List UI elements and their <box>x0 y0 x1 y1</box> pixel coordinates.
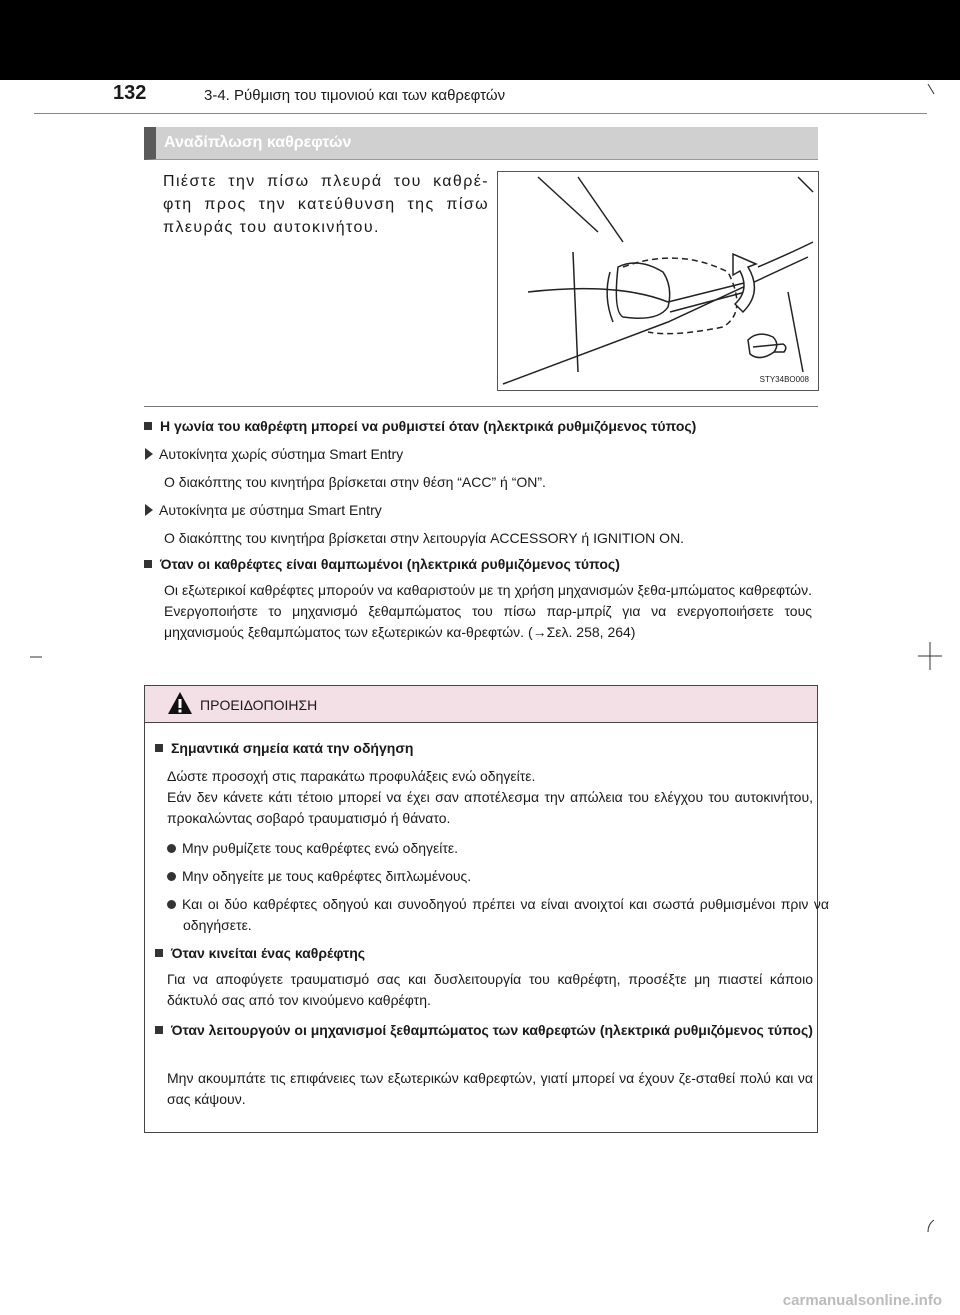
crop-mark-left-middle <box>30 652 50 662</box>
warning-bullet-1: Μην ρυθμίζετε τους καθρέφτες ενώ οδηγείτε. <box>167 838 829 859</box>
square-bullet-icon <box>155 1026 163 1034</box>
round-bullet-icon <box>167 844 176 853</box>
note-text-defog: Οι εξωτερικοί καθρέφτες μπορούν να καθαριστούν με τη χρήση μηχανισμών ξεθα-μπώματος καθρεφτών. Ενεργοποιήστε το μηχανισμό ξεθαμπώματος του πίσω παρ-μπρίζ για να ενεργοποιήσετε τους μηχανισμούς ξεθαμπώματος των εξωτερικών κα-θρεφτών. (→Σελ. 258, 264) <box>164 582 812 640</box>
square-bullet-icon <box>155 949 163 957</box>
note-subheading-without-smart-entry: Αυτοκίνητα χωρίς σύστημα Smart Entry <box>145 446 403 462</box>
top-black-band <box>0 0 960 80</box>
note-heading-angle: Η γωνία του καθρέφτη μπορεί να ρυθμιστεί όταν (ηλεκτρικά ρυθμιζόμενος τύπος) <box>144 418 696 434</box>
round-bullet-icon <box>167 900 176 909</box>
note-subheading-with-smart-entry: Αυτοκίνητα με σύστημα Smart Entry <box>145 502 382 518</box>
crop-mark-right-middle <box>918 642 942 672</box>
warning-text-driving-consequence: Εάν δεν κάνετε κάτι τέτοιο μπορεί να έχει σαν αποτέλεσμα την απώλεια του ελέγχου του αυτοκινήτου, προκαλώντας σοβαρό τραυματισμό ή θάνατο. <box>167 789 813 826</box>
warning-text-defog: Μην ακουμπάτε τις επιφάνειες των εξωτερικών καθρεφτών, γιατί μπορεί να έχουν ζε-σταθεί πολύ και να σας κάψουν. <box>167 1070 813 1107</box>
warning-heading-defog: Όταν λειτουργούν οι μηχανισμοί ξεθαμπώματος των καθρεφτών (ηλεκτρικά ρυθμιζόμενος τύπος) <box>155 1020 817 1041</box>
triangle-bullet-icon <box>145 448 153 460</box>
warning-bullet-2: Μην οδηγείτε με τους καθρέφτες διπλωμένους. <box>167 866 829 887</box>
page-number: 132 <box>113 82 147 104</box>
chapter-title: 3-4. Ρύθμιση του τιμονιού και των καθρεφτών <box>204 87 506 104</box>
header-rule <box>34 113 927 114</box>
square-bullet-icon <box>155 744 163 752</box>
section-title <box>144 127 818 160</box>
warning-heading-driving: Σημαντικά σημεία κατά την οδήγηση <box>155 740 413 756</box>
illustration-code: STY34BO008 <box>759 375 809 384</box>
warning-triangle-icon <box>167 691 193 715</box>
warning-title: ΠΡΟΕΙΔΟΠΟΙΗΣΗ <box>200 697 318 713</box>
warning-text-driving: Δώστε προσοχή στις παρακάτω προφυλάξεις ενώ οδηγείτε. <box>167 768 536 784</box>
section-title-text: Αναδίπλωση καθρεφτών <box>164 134 352 151</box>
crop-mark-bottom-right <box>920 1218 940 1238</box>
square-bullet-icon <box>144 422 152 430</box>
triangle-bullet-icon <box>145 504 153 516</box>
intro-paragraph: Πιέστε την πίσω πλευρά του καθρέ-φτη προς την κατεύθυνση της πίσω πλευράς του αυτοκινήτου. <box>163 173 489 236</box>
mirror-fold-drawing <box>498 172 818 390</box>
note-text-without-smart-entry: Ο διακόπτης του κινητήρα βρίσκεται στην θέση “ACC” ή “ON”. <box>164 474 546 490</box>
square-bullet-icon <box>144 560 152 568</box>
round-bullet-icon <box>167 872 176 881</box>
warning-bullet-3: Και οι δύο καθρέφτες οδηγού και συνοδηγού πρέπει να είναι ανοιχτοί και σωστά ρυθμισμένοι πριν να οδηγήσετε. <box>167 894 829 936</box>
warning-box <box>144 685 829 1133</box>
mirror-illustration <box>497 171 819 391</box>
crop-mark-top-right <box>920 84 940 104</box>
warning-text-moving-mirror: Για να αποφύγετε τραυματισμό σας και δυσλειτουργία του καθρέφτη, προσέξτε μη πιαστεί κάποιο δάκτυλό σας από τον κινούμενο καθρέφτη. <box>167 971 813 1008</box>
section-divider <box>144 406 818 407</box>
note-text-with-smart-entry: Ο διακόπτης του κινητήρα βρίσκεται στην λειτουργία ACCESSORY ή IGNITION ON. <box>164 530 685 546</box>
note-heading-defog: Όταν οι καθρέφτες είναι θαμπωμένοι (ηλεκτρικά ρυθμιζόμενος τύπος) <box>144 556 620 572</box>
watermark: carmanualsonline.info <box>782 1292 942 1309</box>
warning-heading-moving-mirror: Όταν κινείται ένας καθρέφτης <box>155 945 365 961</box>
warning-header <box>145 686 817 723</box>
